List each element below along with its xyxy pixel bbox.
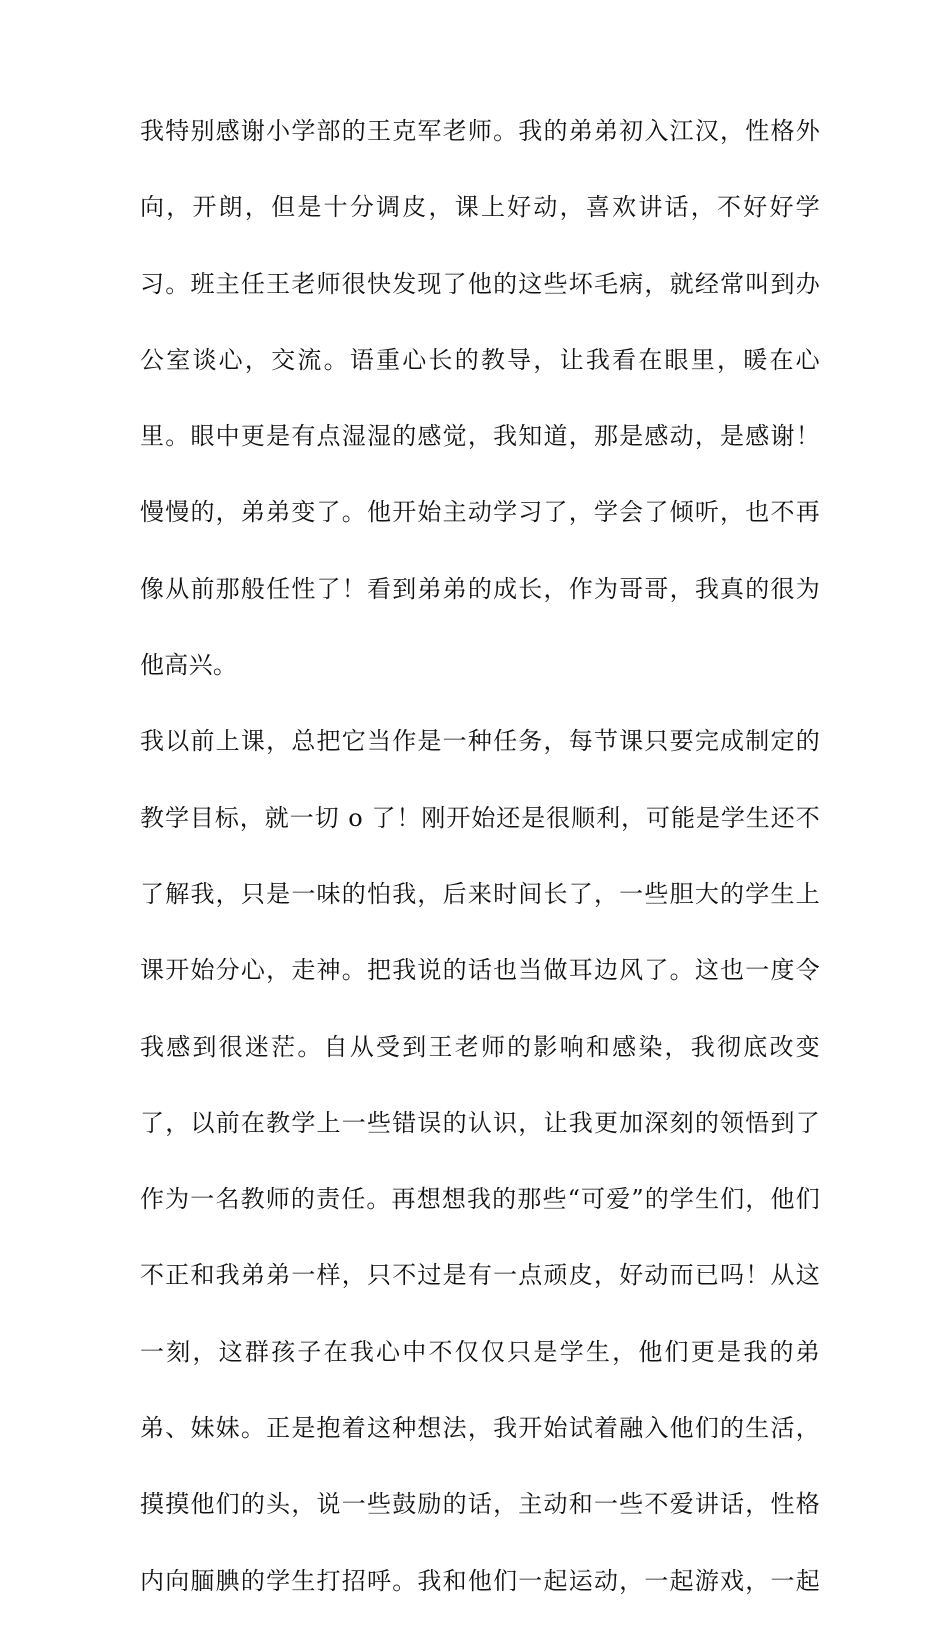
text-line: 了，以前在教学上一些错误的认识，让我更加深刻的领悟到了	[140, 1108, 820, 1137]
text-line: 向，开朗，但是十分调皮，课上好动，喜欢讲话，不好好学	[140, 193, 820, 222]
text-line: 作为一名教师的责任。再想想我的那些“可爱”的学生们，他们	[140, 1185, 820, 1214]
paragraph-2	[140, 722, 820, 1599]
paragraph-1	[140, 112, 820, 684]
document-body	[140, 112, 820, 1638]
text-line: 公室谈心，交流。语重心长的教导，让我看在眼里，暖在心	[140, 345, 820, 374]
text-line: 像从前那般任性了！看到弟弟的成长，作为哥哥，我真的很为	[140, 574, 820, 603]
text-line: 慢慢的，弟弟变了。他开始主动学习了，学会了倾听，也不再	[140, 498, 820, 527]
text-line: 课开始分心，走神。把我说的话也当做耳边风了。这也一度令	[140, 956, 820, 985]
text-line: 内向腼腆的学生打招呼。我和他们一起运动，一起游戏，一起	[140, 1566, 820, 1595]
text-line: 弟、妹妹。正是抱着这种想法，我开始试着融入他们的生活，	[140, 1414, 820, 1443]
text-line: 教学目标，就一切 o 了！刚开始还是很顺利，可能是学生还不	[140, 803, 820, 832]
text-line: 摸摸他们的头，说一些鼓励的话，主动和一些不爱讲话，性格	[140, 1490, 820, 1519]
text-line: 了解我，只是一味的怕我，后来时间长了，一些胆大的学生上	[140, 879, 820, 908]
text-line: 里。眼中更是有点湿湿的感觉，我知道，那是感动，是感谢！	[140, 422, 820, 451]
text-line: 一刻，这群孩子在我心中不仅仅只是学生，他们更是我的弟	[140, 1337, 820, 1366]
text-line: 我特别感谢小学部的王克军老师。我的弟弟初入江汉，性格外	[140, 117, 820, 145]
text-line: 不正和我弟弟一样，只不过是有一点顽皮，好动而已吗！从这	[140, 1261, 820, 1290]
text-line: 习。班主任王老师很快发现了他的这些坏毛病，就经常叫到办	[140, 269, 820, 298]
text-line: 我感到很迷茫。自从受到王老师的影响和感染，我彻底改变	[140, 1032, 820, 1061]
text-line: 我以前上课，总把它当作是一种任务，每节课只要完成制定的	[140, 727, 820, 756]
text-line: 他高兴。	[140, 651, 238, 680]
